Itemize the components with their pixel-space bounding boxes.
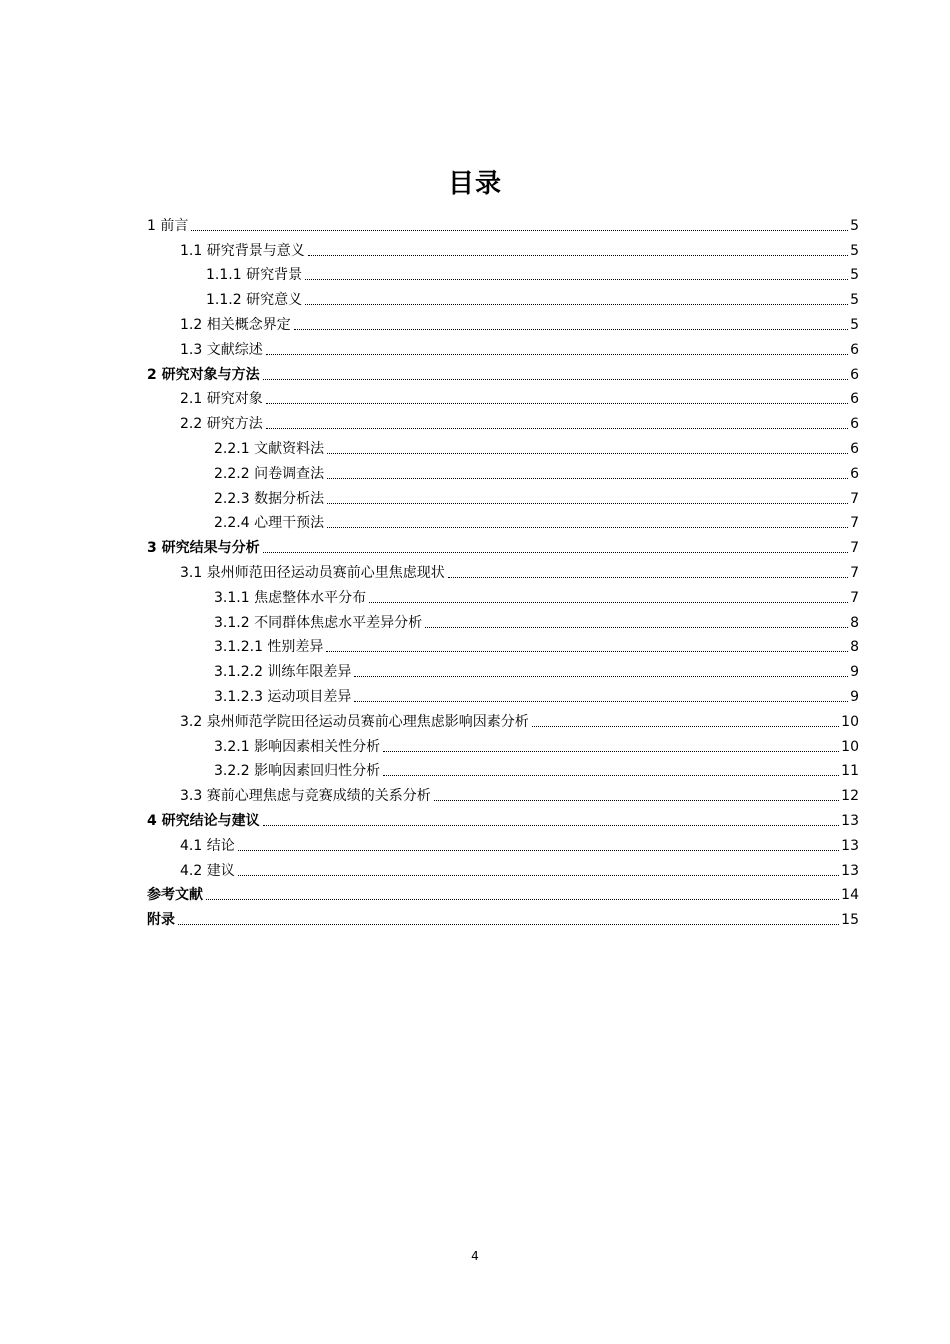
toc-entry-label: 1.3 文献综述 <box>180 341 263 358</box>
toc-entry[interactable] <box>147 904 859 929</box>
dot-leader <box>294 329 848 330</box>
dot-leader <box>448 577 848 578</box>
toc-entry-page: 7 <box>850 490 859 507</box>
dot-leader <box>369 602 848 603</box>
page-number: 4 <box>471 1249 479 1263</box>
dot-leader <box>263 552 848 553</box>
toc-entry-label: 4 研究结论与建议 <box>147 812 260 829</box>
toc-entry-page: 5 <box>850 242 859 259</box>
toc-entry-page: 15 <box>841 912 859 929</box>
toc-entry[interactable] <box>147 483 859 508</box>
toc-entry-label: 参考文献 <box>147 887 203 904</box>
dot-leader <box>263 825 840 826</box>
toc-entry[interactable] <box>147 260 859 285</box>
toc-entry-label: 3 研究结果与分析 <box>147 540 260 557</box>
toc-entry[interactable] <box>147 632 859 657</box>
toc-entry[interactable] <box>147 855 859 880</box>
toc-entry[interactable] <box>147 557 859 582</box>
toc-entry[interactable] <box>147 830 859 855</box>
toc-entry-page: 6 <box>850 391 859 408</box>
toc-entry-label: 2.1 研究对象 <box>180 391 263 408</box>
toc-entry[interactable] <box>147 656 859 681</box>
toc-entry-label: 3.2.1 影响因素相关性分析 <box>214 738 381 755</box>
toc-entry-page: 10 <box>841 738 859 755</box>
toc-entry-label: 1.2 相关概念界定 <box>180 316 291 333</box>
toc-entry-page: 6 <box>850 440 859 457</box>
dot-leader <box>354 676 848 677</box>
toc-entry-label: 2.2.1 文献资料法 <box>214 440 325 457</box>
toc-entry[interactable] <box>147 780 859 805</box>
toc-entry-label: 2.2 研究方法 <box>180 416 263 433</box>
toc-entry-page: 13 <box>841 837 859 854</box>
toc-entry[interactable] <box>147 706 859 731</box>
toc-entry[interactable] <box>147 607 859 632</box>
toc-entry-label: 2.2.4 心理干预法 <box>214 515 325 532</box>
dot-leader <box>326 651 848 652</box>
toc-entry[interactable] <box>147 284 859 309</box>
dot-leader <box>263 379 848 380</box>
dot-leader <box>206 899 839 900</box>
dot-leader <box>327 478 848 479</box>
toc-entry-label: 1.1.2 研究意义 <box>206 292 303 309</box>
dot-leader <box>305 279 848 280</box>
dot-leader <box>178 924 839 925</box>
toc-entry-label: 3.1.2 不同群体焦虑水平差异分析 <box>214 614 423 631</box>
dot-leader <box>191 230 848 231</box>
toc-entry-page: 5 <box>850 316 859 333</box>
toc-entry-label: 2 研究对象与方法 <box>147 366 260 383</box>
toc-entry[interactable] <box>147 235 859 260</box>
toc-entry-label: 3.1.2.1 性别差异 <box>214 639 324 656</box>
toc-entry[interactable] <box>147 756 859 781</box>
dot-leader <box>383 775 839 776</box>
toc-entry-page: 14 <box>841 887 859 904</box>
toc-entry[interactable] <box>147 731 859 756</box>
dot-leader <box>238 850 839 851</box>
dot-leader <box>354 701 848 702</box>
toc-entry[interactable] <box>147 433 859 458</box>
table-of-contents <box>147 210 859 929</box>
toc-entry-page: 7 <box>850 564 859 581</box>
page-title: 目录 <box>447 169 502 199</box>
dot-leader <box>532 726 839 727</box>
toc-entry-label: 2.2.2 问卷调查法 <box>214 465 325 482</box>
dot-leader <box>327 527 848 528</box>
toc-entry-label: 3.1.2.2 训练年限差异 <box>214 664 352 681</box>
toc-entry[interactable] <box>147 880 859 905</box>
toc-entry-page: 10 <box>841 713 859 730</box>
toc-entry-page: 11 <box>841 763 859 780</box>
toc-entry-label: 3.1.2.3 运动项目差异 <box>214 688 352 705</box>
dot-leader <box>327 453 848 454</box>
toc-entry[interactable] <box>147 334 859 359</box>
dot-leader <box>425 627 848 628</box>
toc-entry-label: 1.1.1 研究背景 <box>206 267 303 284</box>
toc-entry-label: 1 前言 <box>147 217 189 234</box>
toc-entry-page: 6 <box>850 465 859 482</box>
toc-entry-page: 7 <box>850 540 859 557</box>
toc-entry[interactable] <box>147 681 859 706</box>
toc-entry-label: 3.1.1 焦虑整体水平分布 <box>214 589 367 606</box>
dot-leader <box>305 304 848 305</box>
toc-entry-label: 4.1 结论 <box>180 837 235 854</box>
dot-leader <box>238 875 839 876</box>
toc-entry-page: 6 <box>850 366 859 383</box>
toc-entry-page: 6 <box>850 341 859 358</box>
toc-entry-page: 7 <box>850 515 859 532</box>
toc-entry[interactable] <box>147 408 859 433</box>
toc-entry-label: 3.3 赛前心理焦虑与竞赛成绩的关系分析 <box>180 788 431 805</box>
toc-entry-page: 6 <box>850 416 859 433</box>
toc-entry-label: 3.2.2 影响因素回归性分析 <box>214 763 381 780</box>
toc-entry-label: 附录 <box>147 912 175 929</box>
toc-entry-label: 3.2 泉州师范学院田径运动员赛前心理焦虑影响因素分析 <box>180 713 529 730</box>
toc-entry-page: 13 <box>841 812 859 829</box>
toc-entry-page: 5 <box>850 217 859 234</box>
dot-leader <box>266 403 848 404</box>
toc-entry-label: 3.1 泉州师范田径运动员赛前心里焦虑现状 <box>180 564 445 581</box>
toc-entry[interactable] <box>147 805 859 830</box>
toc-entry-page: 9 <box>850 664 859 681</box>
toc-entry[interactable] <box>147 210 859 235</box>
dot-leader <box>266 428 848 429</box>
toc-entry[interactable] <box>147 384 859 409</box>
toc-entry[interactable] <box>147 359 859 384</box>
toc-entry-page: 7 <box>850 589 859 606</box>
toc-entry-label: 1.1 研究背景与意义 <box>180 242 305 259</box>
toc-entry-page: 5 <box>850 267 859 284</box>
toc-entry-page: 5 <box>850 292 859 309</box>
toc-entry[interactable] <box>147 532 859 557</box>
toc-entry[interactable] <box>147 582 859 607</box>
toc-entry[interactable] <box>147 458 859 483</box>
toc-entry-label: 4.2 建议 <box>180 862 235 879</box>
toc-entry-page: 12 <box>841 788 859 805</box>
toc-entry-page: 8 <box>850 614 859 631</box>
dot-leader <box>383 751 839 752</box>
dot-leader <box>266 354 848 355</box>
toc-entry-page: 9 <box>850 688 859 705</box>
dot-leader <box>434 800 839 801</box>
toc-entry[interactable] <box>147 508 859 533</box>
toc-entry-page: 8 <box>850 639 859 656</box>
toc-entry-page: 13 <box>841 862 859 879</box>
dot-leader <box>327 503 848 504</box>
toc-entry-label: 2.2.3 数据分析法 <box>214 490 325 507</box>
dot-leader <box>308 255 848 256</box>
toc-entry[interactable] <box>147 309 859 334</box>
